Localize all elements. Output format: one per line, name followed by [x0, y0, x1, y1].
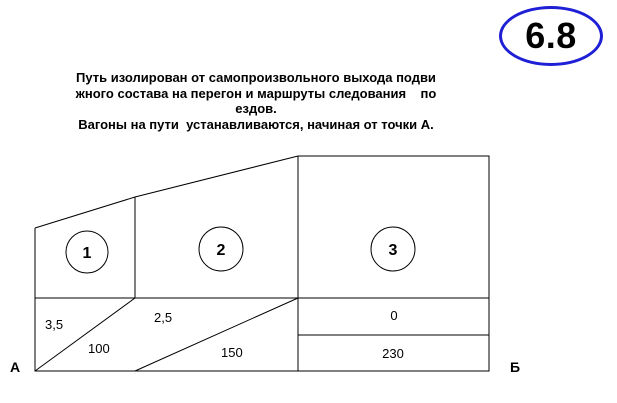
grade-line-2 [135, 298, 298, 371]
description-line: Вагоны на пути устанавливаются, начиная от точки А. [78, 116, 434, 132]
section-1-grade-value: 3,5 [45, 317, 64, 332]
start-point-label: А [10, 359, 21, 375]
section-2-grade-value: 2,5 [154, 310, 173, 325]
description-line: ездов. [235, 101, 277, 116]
section-number-label: 6.8 [525, 15, 577, 56]
section-number-3: 3 [388, 242, 398, 259]
section-2-length-value: 150 [221, 345, 243, 360]
section-1-length-value: 100 [88, 341, 110, 356]
diagram-outline [35, 156, 489, 371]
section-number-2: 2 [216, 242, 226, 259]
description-line: Путь изолирован от самопроизвольного выхода подви [76, 70, 436, 85]
description-line: жного состава на перегон и маршруты следования по [75, 85, 437, 101]
section-number-1: 1 [82, 245, 92, 262]
end-point-label: Б [510, 359, 521, 375]
grade-line-1 [35, 298, 135, 371]
section-3-length-value: 230 [382, 346, 404, 361]
section-3-grade-value: 0 [390, 308, 398, 323]
